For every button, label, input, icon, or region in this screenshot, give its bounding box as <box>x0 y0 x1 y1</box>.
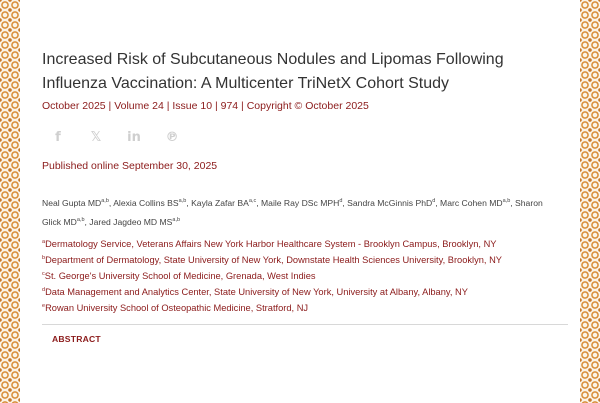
author-name[interactable]: Maile Ray DSc MPH <box>261 198 340 208</box>
author-affiliation-sup: a,b <box>76 217 85 224</box>
author-name[interactable]: Alexia Collins BS <box>113 198 179 208</box>
x-icon[interactable]: 𝕏 <box>90 129 102 145</box>
issue-info: October 2025 | Volume 24 | Issue 10 | 974 | Copyright © October 2025 <box>42 100 369 112</box>
author-name[interactable]: Sharon Glick MD <box>42 198 543 227</box>
affiliation-item: $^d$Data Management and Analytics Center, State University of New York, University at Albany, Albany, NY <box>42 286 468 297</box>
author-name[interactable]: Jared Jagdeo MD MS <box>89 217 173 227</box>
author-name[interactable]: Marc Cohen MD <box>440 198 503 208</box>
author-affiliation-sup: a,b <box>502 198 511 205</box>
affiliation-item: $^a$Dermatology Service, Veterans Affairs New York Harbor Healthcare System - Brooklyn Campus, Brooklyn, NY <box>42 238 497 249</box>
linkedin-icon[interactable]: in <box>127 129 141 145</box>
decorative-border-left <box>0 0 20 403</box>
author-affiliation-sup: a,b <box>178 198 187 205</box>
author-affiliation-sup: a,c <box>248 198 257 205</box>
article-title: Increased Risk of Subcutaneous Nodules and Lipomas Following Influenza Vaccination: A Multicenter TriNetX Cohort Study <box>42 51 504 92</box>
decorative-border-right <box>580 0 600 403</box>
pinterest-icon[interactable]: ℗ <box>165 129 179 145</box>
affiliation-item: $^e$Rowan University School of Osteopathic Medicine, Stratford, NJ <box>42 302 309 313</box>
author-affiliation-sup: a,b <box>101 198 109 205</box>
affiliation-list <box>42 236 502 316</box>
author-name[interactable]: Sandra McGinnis PhD <box>347 198 433 208</box>
published-date: Published online September 30, 2025 <box>42 160 218 172</box>
affiliation-item: $^c$St. George's University School of Medicine, Grenada, West Indies <box>42 270 316 281</box>
author-name[interactable]: Kayla Zafar BA <box>191 198 249 208</box>
author-affiliation-sup: d <box>339 198 343 205</box>
author-affiliation-sup: d <box>432 198 436 205</box>
author-affiliation-sup: a,b <box>172 217 181 224</box>
affiliation-item: $^b$Department of Dermatology, State University of New York, Downstate Health Sciences University, Brooklyn, NY <box>42 254 503 265</box>
author-name[interactable]: Neal Gupta MD <box>42 198 102 208</box>
author-list: Neal Gupta MD$^{a,b}$, Alexia Collins BS$^{a,b}$, Kayla Zafar BA$^{a,c}$, Maile Ray DSc MPH$^d$, Sandra McGinnis PhD$^d$, Marc Cohen MD$^{a,b}$, Sharon Glick MD$^{a,b}$, Jared Jagdeo MD MS$^{a,b}$ <box>42 198 543 227</box>
facebook-icon[interactable]: f <box>55 129 61 145</box>
abstract-heading[interactable]: ABSTRACT <box>52 334 101 344</box>
share-bar <box>50 129 180 145</box>
section-divider <box>42 324 568 325</box>
